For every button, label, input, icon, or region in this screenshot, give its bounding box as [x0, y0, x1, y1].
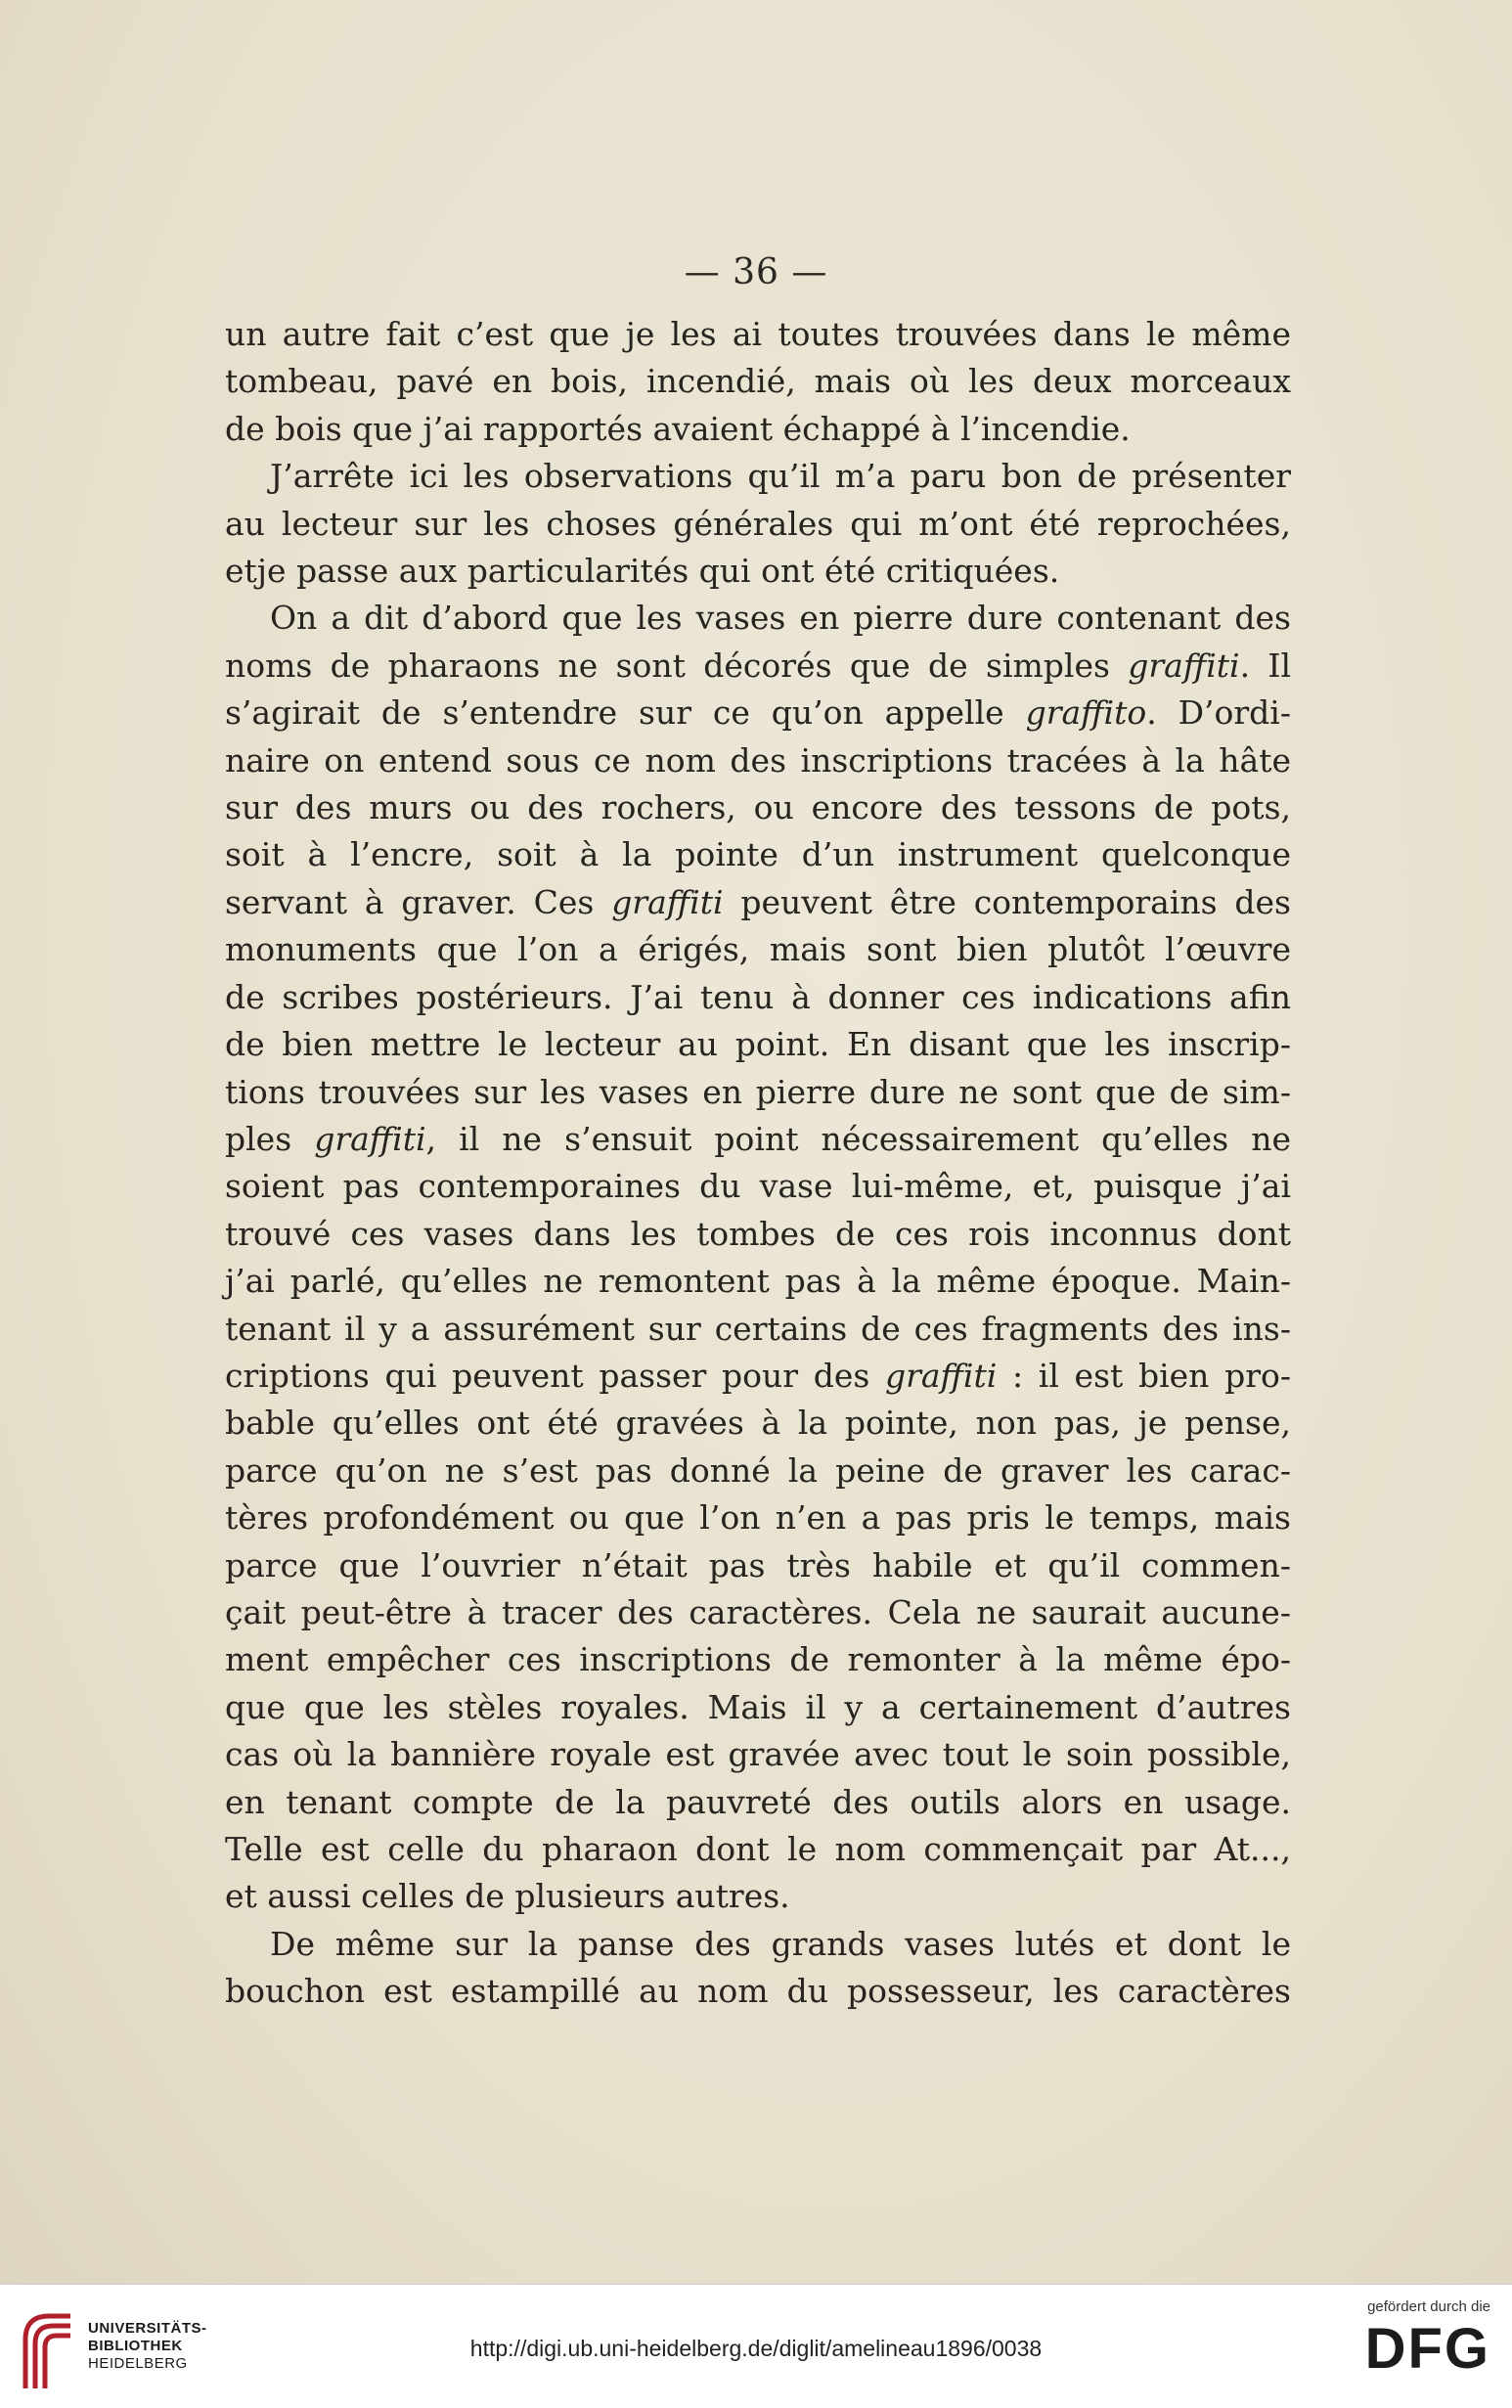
italic-term: graffito — [1025, 693, 1147, 733]
text-line — [225, 784, 1291, 831]
text-span: etje passe aux particularités qui ont été critiquées. — [225, 552, 1060, 591]
viewer-footer — [0, 2284, 1512, 2408]
text-span: de bien mettre le lecteur au point. En disant que les inscrip- — [225, 1025, 1291, 1064]
text-line — [225, 926, 1291, 973]
text-line — [225, 1353, 1291, 1400]
text-span: ment empêcher ces inscriptions de remonter à la même épo- — [225, 1640, 1291, 1679]
text-span: sur des murs ou des rochers, ou encore des tessons de pots, — [225, 788, 1291, 827]
text-line — [225, 1021, 1291, 1068]
text-line — [225, 595, 1291, 642]
text-span: que que les stèles royales. Mais il y a certainement d’autres — [225, 1687, 1291, 1726]
sponsor-caption: gefördert durch die — [1367, 2298, 1490, 2315]
text-line — [225, 548, 1291, 595]
text-line — [225, 501, 1291, 548]
text-line — [225, 879, 1291, 926]
italic-term: graffiti — [314, 1119, 426, 1158]
text-line — [225, 1494, 1291, 1541]
text-span: . Il — [1239, 646, 1291, 685]
text-span: tères profondément ou que l’on n’en a pas pris le temps, mais — [225, 1498, 1291, 1538]
text-line — [225, 1873, 1291, 1920]
text-span: parce qu’on ne s’est pas donné la peine de graver les carac- — [225, 1450, 1291, 1490]
library-name-line2: BIBLIOTHEK — [88, 2338, 183, 2354]
text-line — [225, 1731, 1291, 1778]
text-span: trouvé ces vases dans les tombes de ces rois inconnus dont — [225, 1214, 1291, 1253]
text-span: : il est bien pro- — [997, 1356, 1292, 1395]
text-line — [225, 643, 1291, 690]
text-span: servant à graver. Ces — [225, 882, 612, 921]
library-name-line1: UNIVERSITÄTS- — [88, 2320, 207, 2337]
text-span: çait peut-être à tracer des caractères. Cela ne saurait aucune- — [225, 1592, 1291, 1631]
text-span: soit à l’encre, soit à la pointe d’un instrument quelconque — [225, 835, 1291, 874]
text-span: de scribes postérieurs. J’ai tenu à donner ces indications afin — [225, 977, 1291, 1016]
text-span: de bois que j’ai rapportés avaient échappé à l’incendie. — [225, 409, 1131, 448]
text-span: s’agirait de s’entendre sur ce qu’on appelle — [225, 693, 1026, 733]
text-span: . D’ordi- — [1146, 693, 1292, 733]
dfg-logo: DFG — [1364, 2317, 1490, 2381]
text-line — [225, 1400, 1291, 1447]
text-span: peuvent être contemporains des — [723, 882, 1291, 921]
text-span: , il ne s’ensuit point nécessairement qu’elles ne — [425, 1119, 1291, 1158]
text-span: j’ai parlé, qu’elles ne remontent pas à la même époque. Main- — [225, 1262, 1291, 1301]
text-span: soient pas contemporaines du vase lui-même, et, puisque j’ai — [225, 1167, 1291, 1206]
text-span: tions trouvées sur les vases en pierre dure ne sont que de sim- — [225, 1072, 1291, 1111]
text-span: cas où la bannière royale est gravée avec tout le soin possible, — [225, 1735, 1291, 1774]
library-name-line3: HEIDELBERG — [88, 2355, 188, 2372]
page-number: — 36 — — [684, 252, 828, 292]
text-span: ples — [225, 1119, 315, 1158]
text-line — [225, 1211, 1291, 1258]
text-line — [225, 311, 1291, 358]
permalink-url[interactable]: http://digi.ub.uni-heidelberg.de/diglit/amelineau1896/0038 — [469, 2336, 1043, 2361]
text-span: en tenant compte de la pauvreté des outils alors en usage. — [225, 1782, 1291, 1821]
text-line — [225, 1636, 1291, 1683]
text-line — [225, 1921, 1291, 1968]
text-line — [225, 1542, 1291, 1589]
italic-term: graffiti — [611, 882, 724, 921]
text-line — [225, 406, 1291, 453]
text-line — [225, 1163, 1291, 1210]
text-line — [225, 358, 1291, 405]
text-span: monuments que l’on a érigés, mais sont bien plutôt l’œuvre — [225, 930, 1291, 969]
italic-term: graffiti — [884, 1356, 998, 1395]
text-line — [225, 1684, 1291, 1731]
text-span: J’arrête ici les observations qu’il m’a paru bon de présenter — [270, 457, 1291, 496]
text-span: Telle est celle du pharaon dont le nom commençait par At..., — [225, 1830, 1291, 1868]
text-span: criptions qui peuvent passer pour des — [225, 1356, 885, 1395]
text-span: et aussi celles de plusieurs autres. — [225, 1877, 790, 1916]
text-line — [225, 737, 1291, 784]
text-span: On a dit d’abord que les vases en pierre dure contenant des — [270, 599, 1291, 638]
text-span: au lecteur sur les choses générales qui m’ont été reprochées, — [225, 504, 1291, 543]
text-span: tenant il y a assurément sur certains de ces fragments des ins- — [225, 1309, 1291, 1348]
sponsor-block[interactable] — [1324, 2298, 1490, 2384]
text-line — [225, 831, 1291, 878]
text-line — [225, 1258, 1291, 1305]
text-span: bouchon est estampillé au nom du possesseur, les caractères — [225, 1972, 1291, 2011]
text-span: De même sur la panse des grands vases lutés et dont le — [270, 1924, 1291, 1963]
text-span: tombeau, pavé en bois, incendié, mais où les deux morceaux — [225, 362, 1291, 401]
text-line — [225, 1779, 1291, 1826]
text-span: parce que l’ouvrier n’était pas très habile et qu’il commen- — [225, 1545, 1291, 1584]
text-line — [225, 1306, 1291, 1353]
text-line — [225, 1826, 1291, 1873]
text-span: bable qu’elles ont été gravées à la pointe, non pas, je pense, — [225, 1404, 1291, 1443]
text-line — [225, 690, 1291, 736]
body-text — [225, 311, 1291, 2016]
text-line — [225, 1448, 1291, 1494]
text-line — [225, 1589, 1291, 1636]
text-line — [225, 974, 1291, 1021]
italic-term: graffiti — [1128, 646, 1240, 685]
text-line — [225, 1968, 1291, 2015]
text-span: naire on entend sous ce nom des inscriptions tracées à la hâte — [225, 740, 1291, 780]
text-line — [225, 1116, 1291, 1163]
text-span: un autre fait c’est que je les ai toutes trouvées dans le même — [225, 315, 1291, 353]
text-span: noms de pharaons ne sont décorés que de simples — [225, 646, 1129, 685]
text-line — [225, 453, 1291, 500]
text-line — [225, 1069, 1291, 1116]
